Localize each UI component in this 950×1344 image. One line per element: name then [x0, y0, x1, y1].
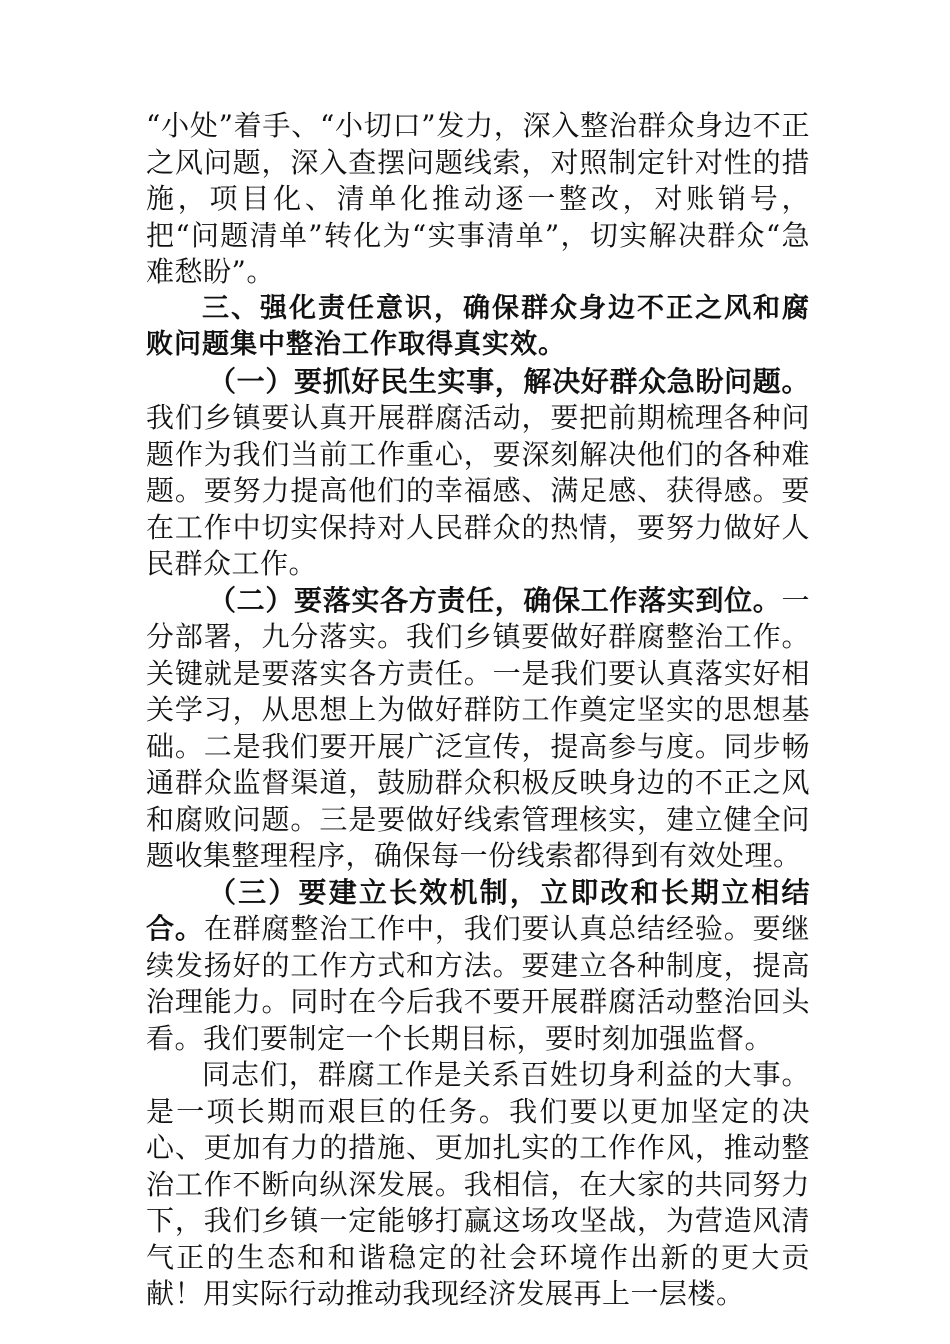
item-3-body: 在群腐整治工作中，我们要认真总结经验。要继续发扬好的工作方式和方法。要建立各种制度，提高治理能力。同时在今后我不要开展群腐活动整治回头看。我们要制定一个长期目标，要时刻加强监督。 — [146, 912, 810, 1055]
item-1-body: 我们乡镇要认真开展群腐活动，要把前期梳理各种问题作为我们当前工作重心，要深刻解决他们的各种难题。要努力提高他们的幸福感、满足感、获得感。要在工作中切实保持对人民群众的热情，要努力做好人民群众工作。 — [146, 401, 810, 580]
item-3-lead: （三）要建立长效机制，立即改和长期立相结合。 — [146, 875, 810, 945]
item-1-lead: （一）要抓好民生实事，解决好群众急盼问题。 — [208, 364, 810, 398]
section-heading-3: 三、强化责任意识，确保群众身边不正之风和腐败问题集中整治工作取得真实效。 — [146, 292, 810, 360]
paragraph-item-2 — [146, 583, 810, 875]
item-2-lead: （二）要落实各方责任，确保工作落实到位。 — [208, 583, 782, 617]
paragraph-item-1 — [146, 364, 810, 583]
paragraph-closing: 同志们，群腐工作是关系百姓切身利益的大事。是一项长期而艰巨的任务。我们要以更加坚定的决心、更加有力的措施、更加扎实的工作作风，推动整治工作不断向纵深发展。我相信，在大家的共同努力下，我们乡镇一定能够打赢这场攻坚战，为营造风清气正的生态和和谐稳定的社会环境作出新的更大贡献！用实际行动推动我现经济发展再上一层楼。 — [146, 1058, 810, 1310]
paragraph-item-3 — [146, 875, 810, 1058]
paragraph-intro-continued: “小处”着手、“小切口”发力，深入整治群众身边不正之风问题，深入查摆问题线索，对照制定针对性的措施，项目化、清单化推动逐一整改，对账销号，把“问题清单”转化为“实事清单”，切实解决群众“急难愁盼”。 — [146, 109, 810, 288]
item-2-body: 一分部署，九分落实。我们乡镇要做好群腐整治工作。关键就是要落实各方责任。一是我们要认真落实好相关学习，从思想上为做好群防工作奠定坚实的思想基础。二是我们要开展广泛宣传，提高参与度。同步畅通群众监督渠道，鼓励群众积极反映身边的不正之风和腐败问题。三是要做好线索管理核实，建立健全问题收集整理程序，确保每一份线索都得到有效处理。 — [146, 583, 810, 872]
document-body — [146, 108, 810, 1313]
